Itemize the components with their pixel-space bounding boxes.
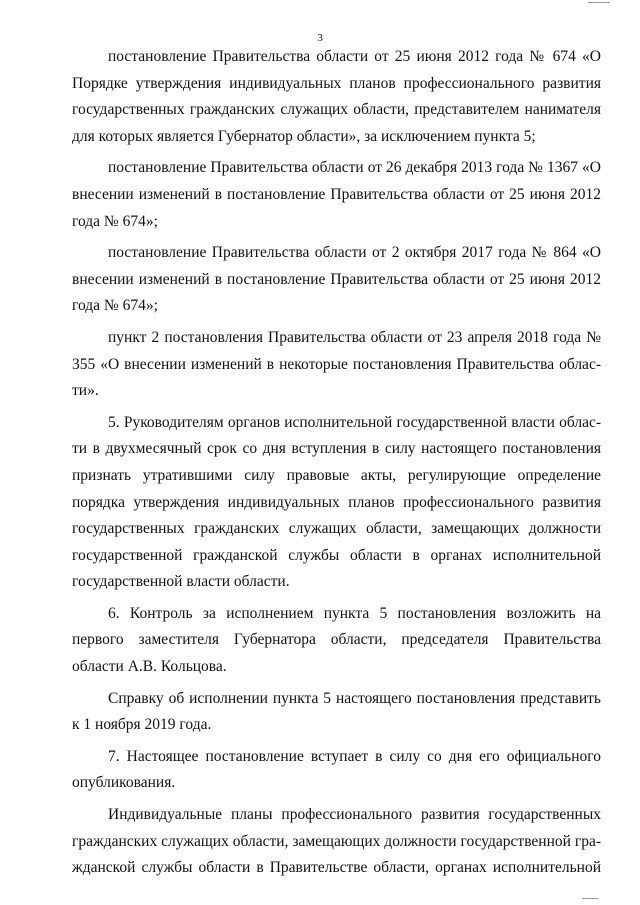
paragraph-clause-6: 6. Контроль за исполнением пункта 5 постановления возложить на первого заместителя Губернатора области, председателя Правительства области А.В. Кольцова. <box>72 604 601 676</box>
paragraph-report-deadline: Справку об исполнении пункта 5 настоящего постановления представить к 1 ноября 2019 года. <box>72 689 601 734</box>
document-body <box>72 44 601 887</box>
paragraph-resolution-1367: постановление Правительства области от 26 декабря 2013 года № 1367 «О внесении изменений в постановление Правительства области от 25 июня 2012 года № 674»; <box>72 159 601 230</box>
paragraph-clause-7: 7. Настоящее постановление вступает в силу со дня его официального опубликования. <box>72 747 601 792</box>
page-number: 3 <box>317 32 323 44</box>
paragraph-clause-5: 5. Руководителям органов исполнительной государственной власти области в двухмесячный срок со дня вступления в силу настоящего постановления признать утратившими силу правовые акты, регулирующие определение порядка утверждения индивидуальных планов профессионального развития государственных гражданских служащих области, замещающих должности государственной гражданской службы области в органах исполнительной государственной власти области. <box>72 413 601 591</box>
scan-mark-top <box>588 2 610 3</box>
scan-mark-bottom <box>582 898 598 899</box>
paragraph-item-2-2018: пункт 2 постановления Правительства области от 23 апреля 2018 года № 355 «О внесении изменений в некоторые постановления Правительства области». <box>72 328 601 400</box>
paragraph-individual-plans: Индивидуальные планы профессионального развития государственных гражданских служащих области, замещающих должности государственной гражданской службы области в Правительстве области, органах исполнительной <box>72 806 601 877</box>
paragraph-resolution-864: постановление Правительства области от 2 октября 2017 года № 864 «О внесении изменений в постановление Правительства области от 25 июня 2012 года № 674»; <box>72 244 601 315</box>
paragraph-resolution-674: постановление Правительства области от 25 июня 2012 года № 674 «О Порядке утверждения индивидуальных планов профессионального развития государственных гражданских служащих области, представителем нанимателя для которых является Губернатор области», за исключением пункта 5; <box>72 48 601 145</box>
